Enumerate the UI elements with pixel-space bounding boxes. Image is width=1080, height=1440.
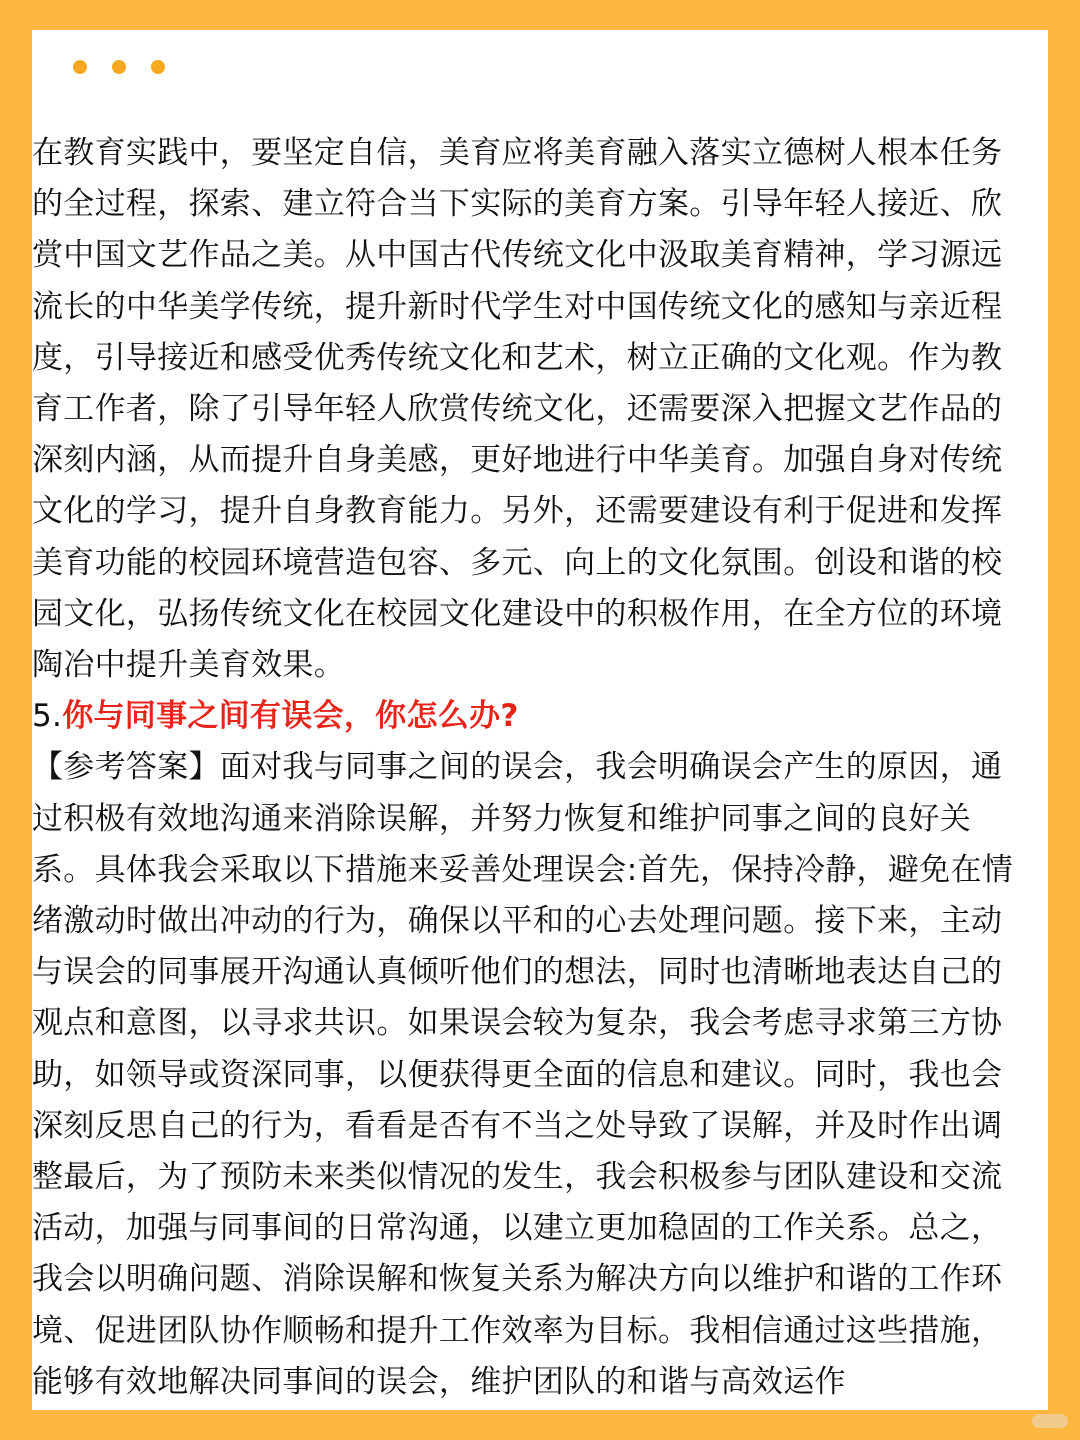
question-number: 5. bbox=[32, 698, 63, 735]
article-body bbox=[32, 128, 1032, 1408]
window-dots bbox=[73, 60, 165, 74]
watermark-icon bbox=[1032, 1414, 1068, 1428]
answer-paragraph: 【参考答案】面对我与同事之间的误会，我会明确误会产生的原因，通过积极有效地沟通来消除误解，并努力恢复和维护同事之间的良好关系。具体我会采取以下措施来妥善处理误会:首先，保持冷静，避免在情绪激动时做出冲动的行为，确保以平和的心去处理问题。接下来，主动与误会的同事展开沟通认真倾听他们的想法，同时也清晰地表达自己的观点和意图，以寻求共识。如果误会较为复杂，我会考虑寻求第三方协助，如领导或资深同事，以便获得更全面的信息和建议。同时，我也会深刻反思自己的行为，看看是否有不当之处导致了误解，并及时作出调整最后，为了预防未来类似情况的发生，我会积极参与团队建设和交流活动，加强与同事间的日常沟通，以建立更加稳固的工作关系。总之，我会以明确问题、消除误解和恢复关系为解决方向以维护和谐的工作环境、促进团队协作顺畅和提升工作效率为目标。我相信通过这些措施，能够有效地解决同事间的误会，维护团队的和谐与高效运作 bbox=[32, 749, 1014, 1400]
paragraph-culture: 在教育实践中，要坚定自信，美育应将美育融入落实立德树人根本任务的全过程，探索、建立符合当下实际的美育方案。引导年轻人接近、欣赏中国文艺作品之美。从中国古代传统文化中汲取美育精神，学习源远流长的中华美学传统，提升新时代学生对中国传统文化的感知与亲近程度，引导接近和感受优秀传统文化和艺术，树立正确的文化观。作为教育工作者，除了引导年轻人欣赏传统文化，还需要深入把握文艺作品的深刻内涵，从而提升自身美感，更好地进行中华美育。加强自身对传统文化的学习，提升自身教育能力。另外，还需要建设有利于促进和发挥美育功能的校园环境营造包容、多元、向上的文化氛围。创设和谐的校园文化，弘扬传统文化在校园文化建设中的积极作用，在全方位的环境陶冶中提升美育效果。 bbox=[32, 135, 1003, 684]
dot-icon bbox=[73, 60, 87, 74]
dot-icon bbox=[112, 60, 126, 74]
dot-icon bbox=[151, 60, 165, 74]
question-heading bbox=[32, 691, 1032, 742]
question-text: 你与同事之间有误会，你怎么办? bbox=[62, 698, 519, 735]
